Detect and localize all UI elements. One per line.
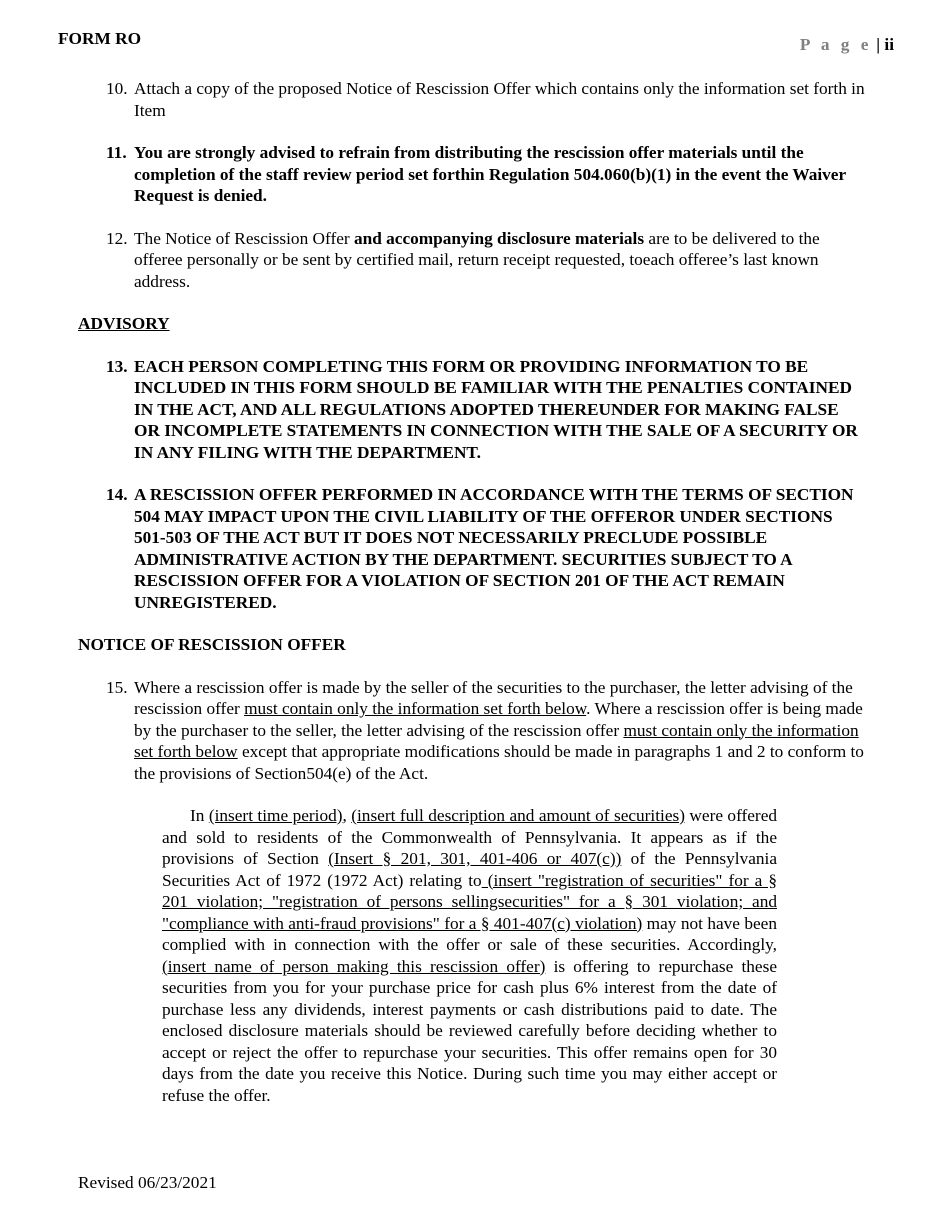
notice-placeholder-securities: (insert full description and amount of securities)	[351, 806, 685, 825]
list-item-10	[106, 78, 866, 121]
item-number: 14.	[106, 485, 128, 504]
list-item-13	[106, 356, 866, 464]
item-number: 15.	[106, 677, 128, 697]
item-number: 12.	[106, 228, 128, 248]
page-number: ii	[884, 35, 894, 54]
notice-text: is offering to repurchase these securities from you for your purchase price for cash plus 6% interest from the date of purchase less any dividends, interest payments or cash distributions paid to date. The enclosed disclosure materials should be reviewed carefully before deciding whether to accept or reject the offer to repurchase your securities. This offer remains open for 30 days from the date you receive this Notice. During such time you may either accept or refuse the offer.	[162, 956, 777, 1105]
list-item-15	[106, 677, 866, 785]
list-item-11	[106, 142, 866, 207]
notice-text: of the Pennsylvania Securities Act of 1972 (1972 Act) relating to	[162, 849, 778, 890]
revision-date: Revised 06/23/2021	[78, 1173, 217, 1192]
notice-heading: NOTICE OF RESCISSION OFFER	[78, 635, 346, 654]
page-separator: |	[871, 35, 885, 54]
notice-text: were offered and sold to residents of the Commonwealth of Pennsylvania. It appears as if the provisions of Section	[162, 806, 778, 868]
form-title: FORM RO	[58, 29, 142, 48]
page-word: P a g e	[799, 35, 872, 54]
item-text: A RESCISSION OFFER PERFORMED IN ACCORDANCE WITH THE TERMS OF SECTION 504 MAY IMPACT UPON THE CIVIL LIABILITY OF THE OFFEROR UNDER SECTIONS 501-503 OF THE ACT BUT IT DOES NOT NECESSARILY PRECLUDE POSSIBLE ADMINISTRATIVE ACTION BY THE DEPARTMENT. SECURITIES SUBJECT TO A RESCISSION OFFER FOR A VIOLATION OF SECTION 201 OF THE ACT REMAIN UNREGISTERED.	[134, 485, 854, 612]
item-text-underlined: must contain only the information set forth below	[134, 720, 859, 761]
item-number: 11.	[106, 143, 127, 162]
list-item-14	[106, 484, 866, 613]
advisory-heading: ADVISORY	[78, 314, 170, 333]
item-text: You are strongly advised to refrain from distributing the rescission offer materials until the completion of the staff review period set forthin Regulation 504.060(b)(1) in the event the Waiver Request is denied.	[134, 143, 846, 205]
item-text-part: except that appropriate modifications should be made in paragraphs 1 and 2 to conform to the provisions of Section504(e) of the Act.	[134, 742, 864, 783]
notice-text: ,	[342, 806, 352, 825]
list-item-12	[106, 228, 866, 293]
item-text: Attach a copy of the proposed Notice of Rescission Offer which contains only the information set forth in Item	[134, 79, 865, 120]
document-body	[0, 78, 950, 1106]
notice-text: may not have been complied with in connection with the offer or sale of these securities. Accordingly,	[162, 913, 777, 954]
item-number: 10.	[106, 79, 128, 98]
item-text-part: are to be delivered to the offeree personally or be sent by certified mail, return receipt requested, toeach offeree’s last known address.	[134, 228, 820, 291]
item-text-bold: and accompanying disclosure materials	[353, 228, 645, 248]
item-text-part: The Notice of Rescission Offer	[134, 228, 354, 248]
item-text: EACH PERSON COMPLETING THIS FORM OR PROVIDING INFORMATION TO BE INCLUDED IN THIS FORM SHOULD BE FAMILIAR WITH THE PENALTIES CONTAINED IN THE ACT, AND ALL REGULATIONS ADOPTED THEREUNDER FOR MAKING FALSE OR INCOMPLETE STATEMENTS IN CONNECTION WITH THE SALE OF A SECURITY OR IN ANY FILING WITH THE DEPARTMENT.	[134, 356, 858, 462]
item-text-part: Where a rescission offer is made by the seller of the securities to the purchaser, the letter advising of the rescission offer	[134, 677, 853, 718]
item-text-part: . Where a rescission offer is being made by the purchaser to the seller, the letter advising of the rescission offer	[134, 699, 863, 740]
item-number: 13.	[106, 356, 128, 376]
notice-placeholder-offeror-name: (insert name of person making this rescission offer)	[162, 956, 546, 976]
page-number-label	[800, 34, 894, 56]
notice-template-paragraph	[162, 805, 777, 1106]
notice-placeholder-section: (Insert § 201, 301, 401-406 or 407(c))	[328, 849, 622, 868]
notice-text: In	[190, 806, 209, 825]
notice-placeholder-violation: (insert "registration of securities" for a § 201 violation; "registration of persons sellingsecurities" for a § 301 violation; and "compliance with anti-fraud provisions" for a § 401-407(c) violation)	[162, 870, 777, 933]
item-text-underlined: must contain only the information set forth below	[244, 699, 587, 718]
notice-placeholder-time-period: (insert time period)	[208, 806, 343, 825]
